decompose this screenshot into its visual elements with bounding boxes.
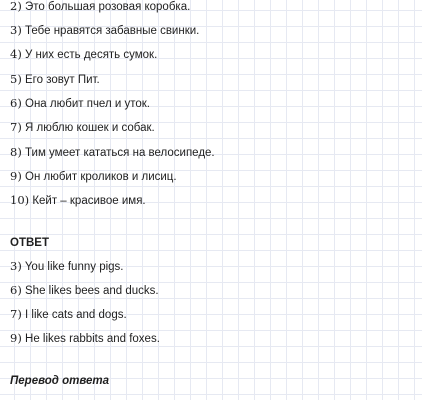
line-text: Это большая розовая коробка. (25, 1, 191, 13)
exercise-line (10, 72, 100, 87)
exercise-line (10, 169, 177, 184)
line-number: 2) (10, 0, 22, 13)
line-text: Она любит пчел и уток. (25, 98, 150, 110)
line-number: 10) (10, 193, 30, 207)
line-number: 7) (10, 120, 22, 134)
line-text: Кейт – красивое имя. (32, 195, 146, 207)
line-text: Он любит кроликов и лисиц. (25, 171, 177, 183)
line-text: Тебе нравятся забавные свинки. (25, 25, 200, 37)
line-number: 3) (10, 259, 22, 273)
exercise-line (10, 0, 190, 14)
line-text: Тим умеет кататься на велосипеде. (25, 147, 215, 159)
line-text: You like funny pigs. (24, 261, 124, 273)
exercise-line (10, 193, 146, 208)
exercise-line (10, 23, 199, 38)
line-number: 6) (10, 96, 22, 110)
answer-line (10, 259, 123, 274)
line-number: 7) (10, 307, 22, 321)
line-text: She likes bees and ducks. (25, 285, 159, 297)
line-text: Я люблю кошек и собак. (25, 122, 155, 134)
line-number: 8) (10, 145, 22, 159)
translation-heading: Перевод ответа (10, 375, 110, 387)
answer-line (10, 283, 159, 298)
exercise-line (10, 96, 150, 111)
line-text: I like cats and dogs. (25, 309, 127, 321)
line-number: 4) (10, 47, 22, 61)
answer-line (10, 331, 160, 346)
line-number: 3) (10, 23, 22, 37)
line-text: Его зовут Пит. (25, 74, 100, 86)
exercise-line (10, 145, 215, 160)
line-number: 9) (10, 169, 22, 183)
line-number: 9) (10, 331, 22, 345)
answer-heading: ОТВЕТ (10, 237, 49, 249)
line-text: У них есть десять сумок. (25, 49, 158, 61)
exercise-line (10, 120, 155, 135)
answer-line (10, 307, 127, 322)
line-number: 5) (10, 72, 22, 86)
line-number: 6) (10, 283, 22, 297)
line-text: He likes rabbits and foxes. (25, 333, 160, 345)
exercise-line (10, 47, 157, 62)
